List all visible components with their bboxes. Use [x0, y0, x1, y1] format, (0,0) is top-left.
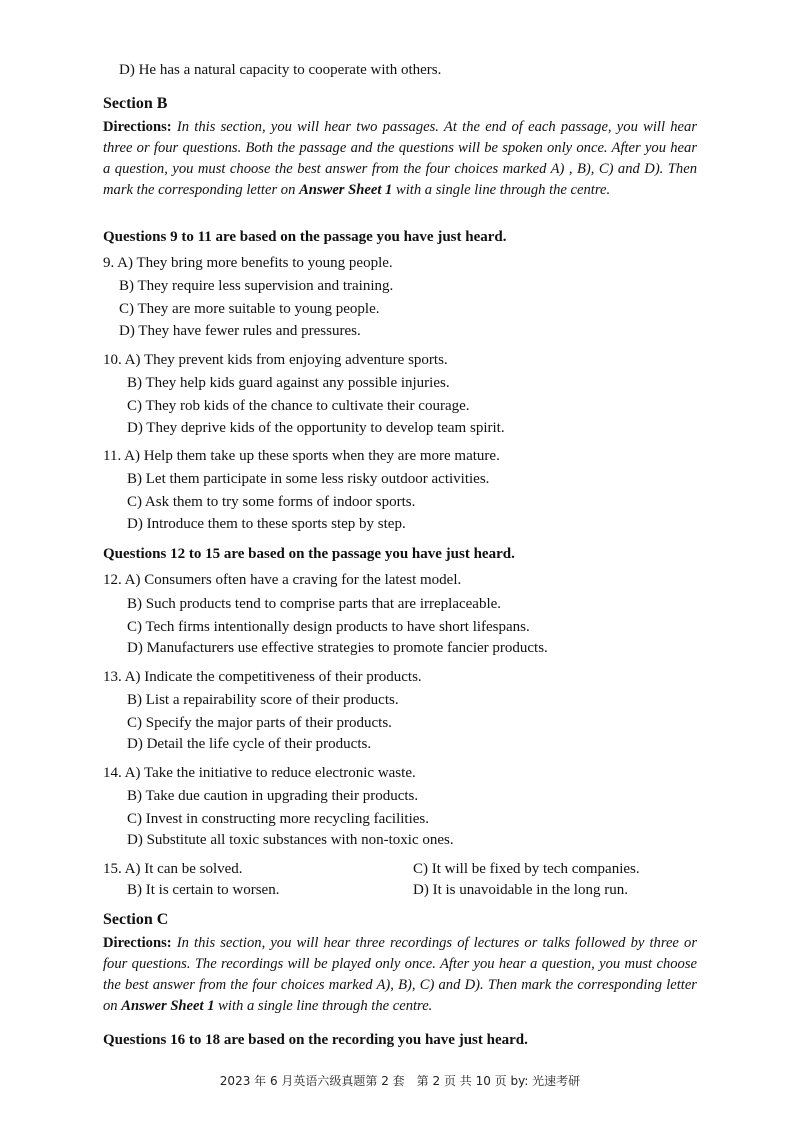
question-group-header: Questions 16 to 18 are based on the recording you have just heard. [103, 1032, 528, 1048]
option-10-b: B) They help kids guard against any possible injuries. [127, 375, 450, 391]
option-10-d: D) They deprive kids of the opportunity to develop team spirit. [127, 420, 505, 436]
option-15-b: B) It is certain to worsen. [127, 882, 280, 898]
option-14-a: 14. A) Take the initiative to reduce electronic waste. [103, 765, 416, 781]
answer-sheet-ref: Answer Sheet 1 [121, 998, 215, 1014]
option-15-d: D) It is unavoidable in the long run. [413, 882, 628, 898]
option-10-a: 10. A) They prevent kids from enjoying adventure sports. [103, 352, 448, 368]
option-12-a: 12. A) Consumers often have a craving for the latest model. [103, 572, 462, 588]
option-9-d: D) They have fewer rules and pressures. [119, 323, 361, 339]
option-13-a: 13. A) Indicate the competitiveness of their products. [103, 669, 422, 685]
directions-label: Directions: [103, 935, 172, 951]
option-9-a: 9. A) They bring more benefits to young people. [103, 255, 393, 271]
answer-sheet-ref: Answer Sheet 1 [299, 182, 393, 198]
directions-label: Directions: [103, 119, 172, 135]
section-b-directions [103, 117, 697, 201]
section-c-directions [103, 933, 697, 1017]
option-11-b: B) Let them participate in some less risky outdoor activities. [127, 471, 490, 487]
directions-text-end: with a single line through the centre. [218, 998, 433, 1014]
option-15-a: 15. A) It can be solved. [103, 861, 243, 877]
option-8-d: D) He has a natural capacity to cooperate with others. [119, 62, 442, 78]
section-b-title: Section B [103, 95, 168, 112]
option-14-b: B) Take due caution in upgrading their products. [127, 788, 419, 804]
directions-text-end: with a single line through the centre. [395, 182, 611, 198]
option-12-b: B) Such products tend to comprise parts that are irreplaceable. [127, 596, 502, 612]
section-c-title: Section C [103, 911, 169, 928]
option-14-c: C) Invest in constructing more recycling facilities. [127, 811, 429, 827]
option-15-c: C) It will be fixed by tech companies. [413, 861, 640, 877]
directions-text: In this section, you will hear three recordings of lectures or talks followed by three or four questions. The recordings will be played only once. After you hear a question, you must choose the best answer from the four choices marked A), B), C) and D). Then mark the corresponding letter on [103, 935, 697, 1014]
question-group-header: Questions 9 to 11 are based on the passage you have just heard. [103, 229, 507, 245]
page-footer: 2023 年 6 月英语六级真题第 2 套 第 2 页 共 10 页 by: 光速考研 [219, 1074, 581, 1088]
option-12-d: D) Manufacturers use effective strategies to promote fancier products. [127, 640, 548, 656]
option-9-c: C) They are more suitable to young people. [119, 301, 380, 317]
option-9-b: B) They require less supervision and training. [119, 278, 394, 294]
option-13-d: D) Detail the life cycle of their products. [127, 736, 372, 752]
option-13-c: C) Specify the major parts of their products. [127, 715, 392, 731]
option-11-c: C) Ask them to try some forms of indoor sports. [127, 494, 416, 510]
option-13-b: B) List a repairability score of their products. [127, 692, 399, 708]
option-11-a: 11. A) Help them take up these sports when they are more mature. [103, 448, 500, 464]
option-14-d: D) Substitute all toxic substances with non-toxic ones. [127, 832, 454, 848]
option-12-c: C) Tech firms intentionally design products to have short lifespans. [127, 619, 530, 635]
option-10-c: C) They rob kids of the chance to cultivate their courage. [127, 398, 470, 414]
directions-text: In this section, you will hear two passages. At the end of each passage, you will hear three or four questions. Both the passage and the questions will be spoken only once. After you hear a question, you must choose the best answer from the four choices marked A) , B), C) and D). Then mark the corresponding letter on [103, 119, 698, 198]
option-11-d: D) Introduce them to these sports step by step. [127, 516, 406, 532]
question-group-header: Questions 12 to 15 are based on the passage you have just heard. [103, 546, 515, 562]
